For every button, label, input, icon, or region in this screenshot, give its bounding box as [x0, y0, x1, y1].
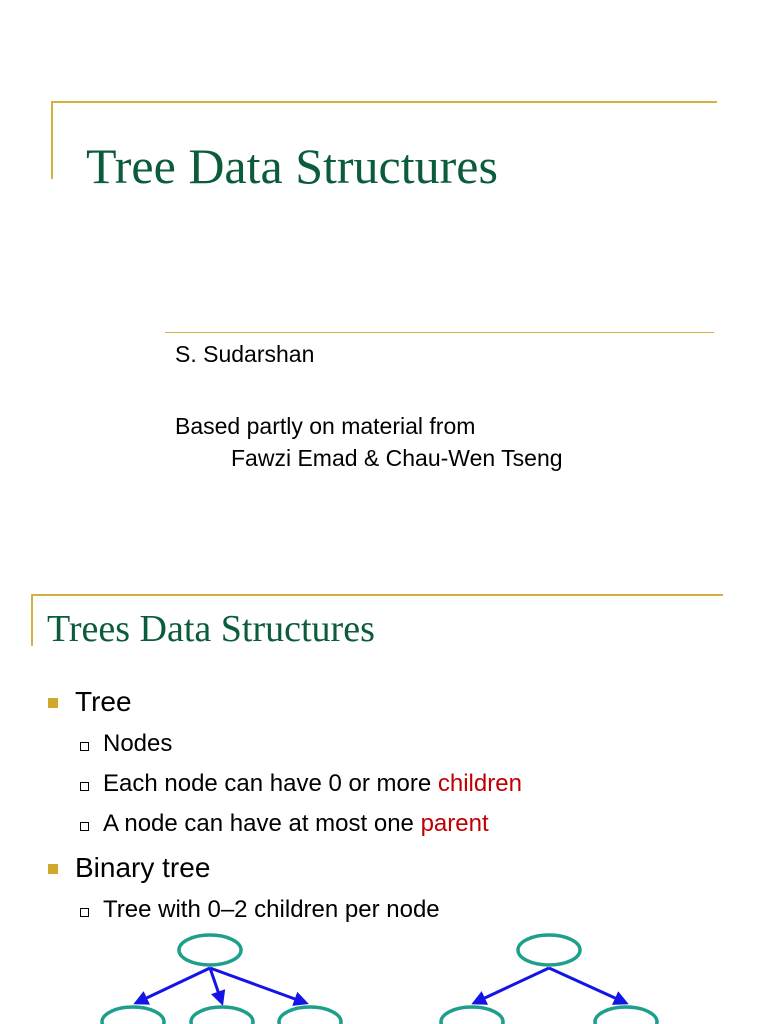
highlight-term: children — [437, 770, 522, 797]
sub-bullet-text: Tree with 0–2 children per node — [103, 896, 440, 923]
tree-node — [279, 1007, 341, 1024]
credit-line: Based partly on material from — [175, 413, 476, 439]
sub-bullet-text: Each node can have 0 or more — [103, 770, 438, 797]
hollow-square-bullet-icon — [80, 742, 89, 751]
tree-diagrams — [0, 928, 768, 1024]
general-tree-diagram — [102, 935, 341, 1024]
tree-node — [191, 1007, 253, 1024]
top-rule-horizontal — [31, 594, 723, 596]
square-bullet-icon — [48, 698, 58, 708]
tree-edge — [474, 968, 549, 1003]
top-rule-horizontal — [51, 101, 717, 103]
content-slide — [0, 576, 768, 1024]
binary-tree-diagram — [441, 935, 657, 1024]
author-name: S. Sudarshan — [175, 341, 315, 367]
hollow-square-bullet-icon — [80, 782, 89, 791]
tree-node — [595, 1007, 657, 1024]
sub-bullet-text: A node can have at most one — [103, 810, 421, 837]
tree-node — [102, 1007, 164, 1024]
hollow-square-bullet-icon — [80, 822, 89, 831]
top-rule-vertical — [31, 594, 33, 646]
bullet-text: Tree — [75, 686, 132, 717]
tree-edge — [210, 968, 306, 1003]
bullet-text: Binary tree — [75, 852, 211, 883]
highlight-term: parent — [420, 810, 489, 837]
sub-bullet-text: Nodes — [103, 730, 173, 757]
tree-node — [518, 935, 580, 965]
tree-node — [441, 1007, 503, 1024]
square-bullet-icon — [48, 864, 58, 874]
tree-node — [179, 935, 241, 965]
slide-title: Trees Data Structures — [47, 608, 375, 650]
credit-authors: Fawzi Emad & Chau-Wen Tseng — [231, 445, 563, 471]
tree-edge — [136, 968, 210, 1003]
tree-edge — [549, 968, 626, 1003]
slide-title: Tree Data Structures — [86, 138, 498, 194]
subtitle-rule — [165, 332, 714, 333]
hollow-square-bullet-icon — [80, 908, 89, 917]
top-rule-vertical — [51, 101, 53, 179]
